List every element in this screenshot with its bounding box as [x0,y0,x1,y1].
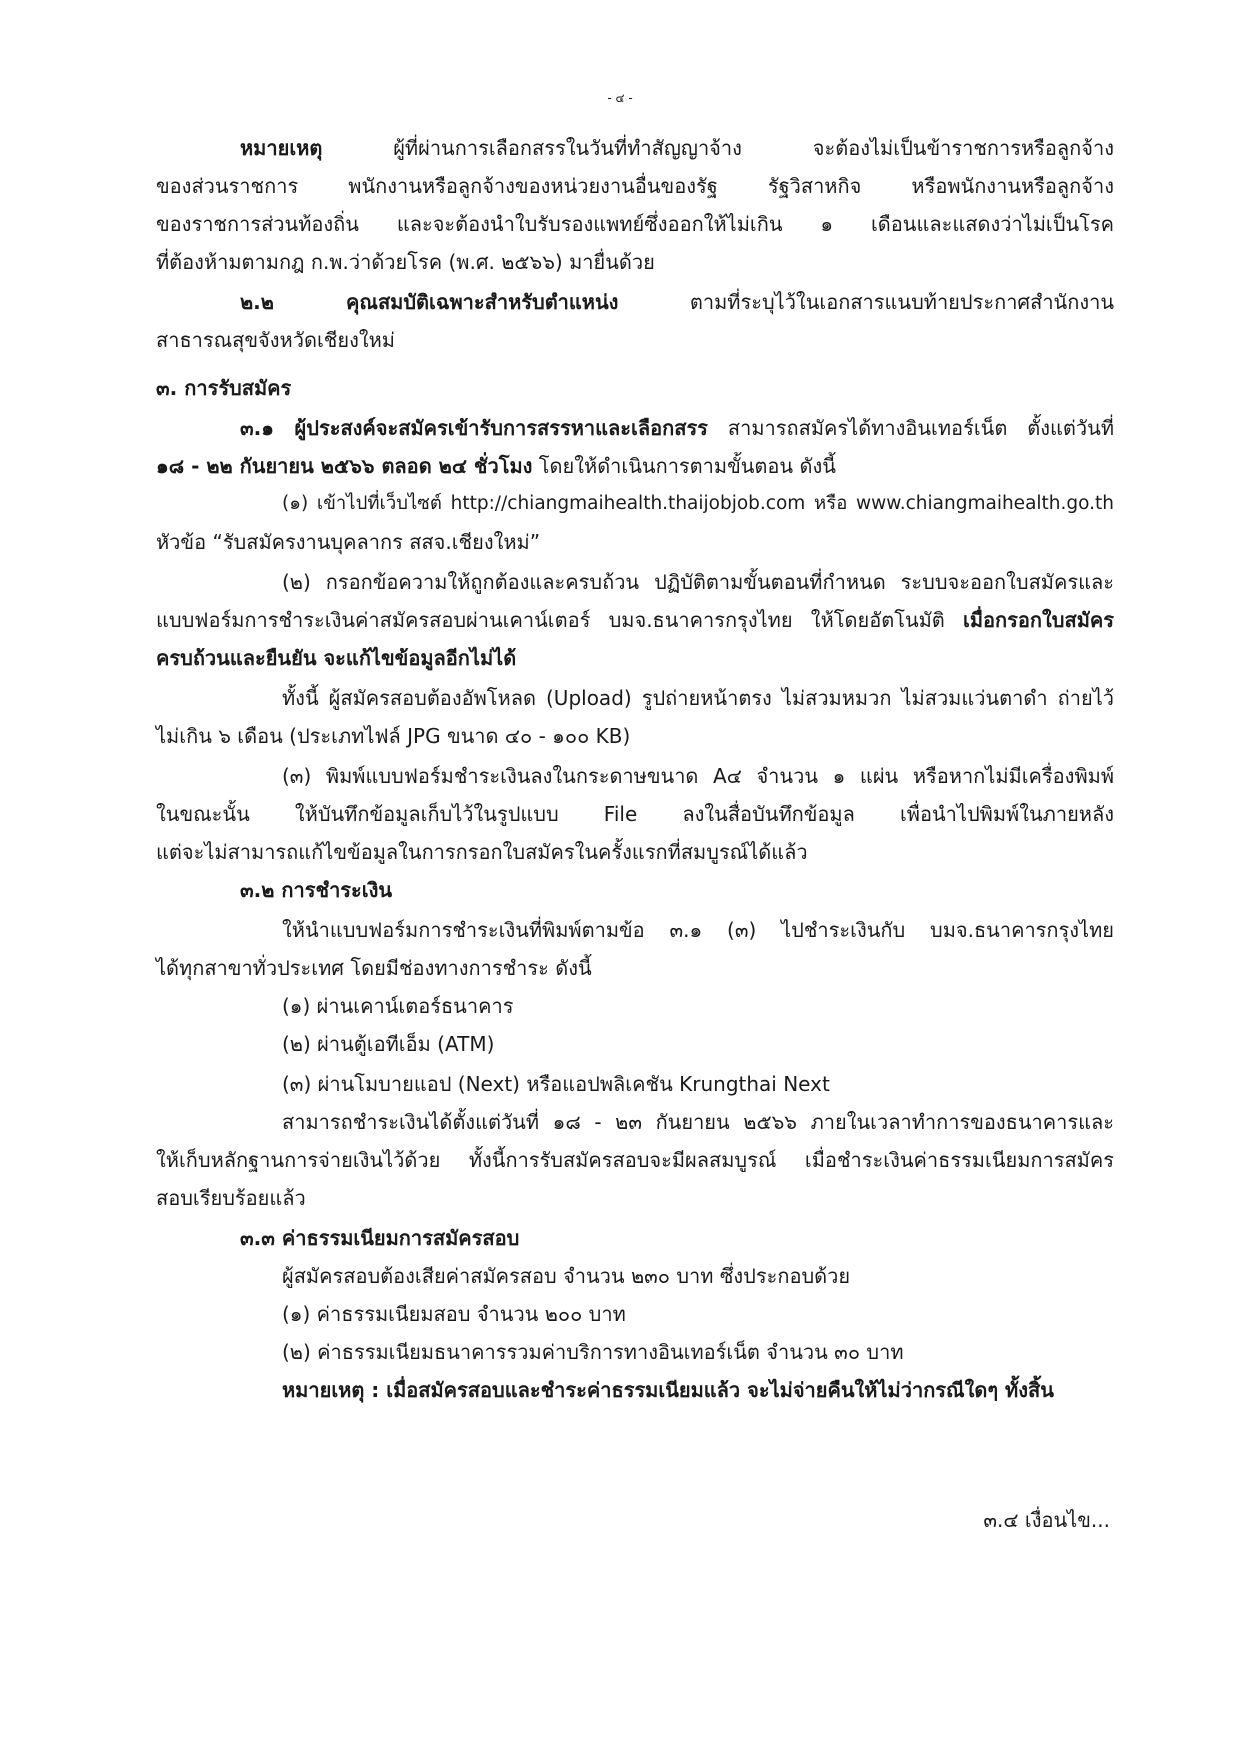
note1-line-3: ของราชการส่วนท้องถิ่น และจะต้องนำใบรับรองแพทย์ซึ่งออกให้ไม่เกิน ๑ เดือนและแสดงว่าไม่เป็นโรค [156,212,1114,236]
step-3-line-3: แต่จะไม่สามารถแก้ไขข้อมูลในการกรอกใบสมัครในครั้งแรกที่สมบูรณ์ได้แล้ว [156,840,808,864]
application-period: ๑๘ - ๒๒ กันยายน ๒๕๖๖ ตลอด ๒๔ ชั่วโมง [156,454,533,478]
section-2-2-text: ตามที่ระบุไว้ในเอกสารแนบท้ายประกาศสำนักงาน [618,290,1115,314]
payment-channel-2: (๒) ผ่านตู้เอทีเอ็ม (ATM) [282,1032,495,1056]
section-3-2-heading: ๓.๒ การชำระเงิน [240,878,393,902]
section-3-2-line-3: สามารถชำระเงินได้ตั้งแต่วันที่ ๑๘ - ๒๓ กันยายน ๒๕๖๖ ภายในเวลาทำการของธนาคารและ [282,1110,1114,1134]
fee-note: หมายเหตุ : เมื่อสมัครสอบและชำระค่าธรรมเนียมแล้ว จะไม่จ่ายคืนให้ไม่ว่ากรณีใดๆ ทั้งสิ้น [282,1378,1054,1402]
step-3-line-1: (๓) พิมพ์แบบฟอร์มชำระเงินลงในกระดาษขนาด A๔ จำนวน ๑ แผ่น หรือหากไม่มีเครื่องพิมพ์ [282,764,1114,788]
photo-requirement-line-1: ทั้งนี้ ผู้สมัครสอบต้องอัพโหลด (Upload) รูปถ่ายหน้าตรง ไม่สวมหมวก ไม่สวมแว่นตาดำ ถ่ายไว้ [282,686,1114,710]
step-2-line-2 [156,606,1114,636]
note1-line-1 [240,134,1114,164]
step-2-warning-start: เมื่อกรอกใบสมัคร [963,608,1114,632]
fee-item-2: (๒) ค่าธรรมเนียมธนาคารรวมค่าบริการทางอินเทอร์เน็ต จำนวน ๓๐ บาท [282,1340,904,1364]
section-3-heading: ๓. การรับสมัคร [156,376,292,400]
note1-text: ผู้ที่ผ่านการเลือกสรรในวันที่ทำสัญญาจ้าง จะต้องไม่เป็นข้าราชการหรือลูกจ้าง [322,136,1114,160]
payment-channel-3: (๓) ผ่านโมบายแอป (Next) หรือแอปพลิเคชัน Krungthai Next [282,1072,830,1096]
photo-requirement-line-2: ไม่เกิน ๖ เดือน (ประเภทไฟล์ JPG ขนาด ๔๐ - ๑๐๐ KB) [156,724,631,748]
continuation-marker: ๓.๔ เงื่อนไข... [983,1508,1110,1532]
step-2-text: แบบฟอร์มการชำระเงินค่าสมัครสอบผ่านเคาน์เตอร์ บมจ.ธนาคารกรุงไทย ให้โดยอัตโนมัติ [156,608,964,632]
fee-item-1: (๑) ค่าธรรมเนียมสอบ จำนวน ๒๐๐ บาท [282,1302,626,1326]
section-3-2-line-4: ให้เก็บหลักฐานการจ่ายเงินไว้ด้วย ทั้งนี้การรับสมัครสอบจะมีผลสมบูรณ์ เมื่อชำระเงินค่าธรรมเนียมการสมัคร [156,1148,1114,1172]
step-1-line-2: หัวข้อ “รับสมัครงานบุคลากร สสจ.เชียงใหม่” [156,530,541,554]
section-3-2-line-1: ให้นำแบบฟอร์มการชำระเงินที่พิมพ์ตามข้อ ๓.๑ (๓) ไปชำระเงินกับ บมจ.ธนาคารกรุงไทย [282,918,1114,942]
section-3-1-text: สามารถสมัครได้ทางอินเทอร์เน็ต ตั้งแต่วันที่ [707,416,1115,440]
step-2-warning-end: ครบถ้วนและยืนยัน จะแก้ไขข้อมูลอีกไม่ได้ [156,646,517,670]
section-3-1-steps-intro: โดยให้ดำเนินการตามขั้นตอน ดังนี้ [532,454,836,478]
section-2-2-line-2: สาธารณสุขจังหวัดเชียงใหม่ [156,328,395,352]
step-2-line-1: (๒) กรอกข้อความให้ถูกต้องและครบถ้วน ปฏิบัติตามขั้นตอนที่กำหนด ระบบจะออกใบสมัครและ [282,570,1114,594]
section-3-3-heading: ๓.๓ ค่าธรรมเนียมการสมัครสอบ [240,1226,520,1250]
section-3-2-line-2: ได้ทุกสาขาทั่วประเทศ โดยมีช่องทางการชำระ ดังนี้ [156,956,592,980]
page-number: - ๔ - [607,91,633,105]
note1-line-4: ที่ต้องห้ามตามกฎ ก.พ.ว่าด้วยโรค (พ.ศ. ๒๕๖๖) มายื่นด้วย [156,250,655,274]
section-3-1-line-1 [240,414,1114,444]
step-3-line-2: ในขณะนั้น ให้บันทึกข้อมูลเก็บไว้ในรูปแบบ File ลงในสื่อบันทึกข้อมูล เพื่อนำไปพิมพ์ในภายหลัง [156,802,1114,826]
section-3-1-line-2 [156,452,836,482]
section-3-2-line-5: สอบเรียบร้อยแล้ว [156,1186,306,1210]
step-1-line-1: (๑) เข้าไปที่เว็บไซต์ http://chiangmaihealth.thaijobjob.com หรือ www.chiangmaihealth.go.th [282,493,1114,514]
payment-channel-1: (๑) ผ่านเคาน์เตอร์ธนาคาร [282,994,514,1018]
section-3-1-heading: ๓.๑ ผู้ประสงค์จะสมัครเข้ารับการสรรหาและเลือกสรร [240,416,708,440]
note1-label: หมายเหตุ [240,136,323,160]
section-3-3-line-1: ผู้สมัครสอบต้องเสียค่าสมัครสอบ จำนวน ๒๓๐ บาท ซึ่งประกอบด้วย [282,1264,851,1288]
section-2-2-heading: ๒.๒ คุณสมบัติเฉพาะสำหรับตำแหน่ง [240,290,619,314]
note1-line-2: ของส่วนราชการ พนักงานหรือลูกจ้างของหน่วยงานอื่นของรัฐ รัฐวิสาหกิจ หรือพนักงานหรือลูกจ้าง [156,174,1114,198]
section-2-2-line-1 [240,288,1114,318]
